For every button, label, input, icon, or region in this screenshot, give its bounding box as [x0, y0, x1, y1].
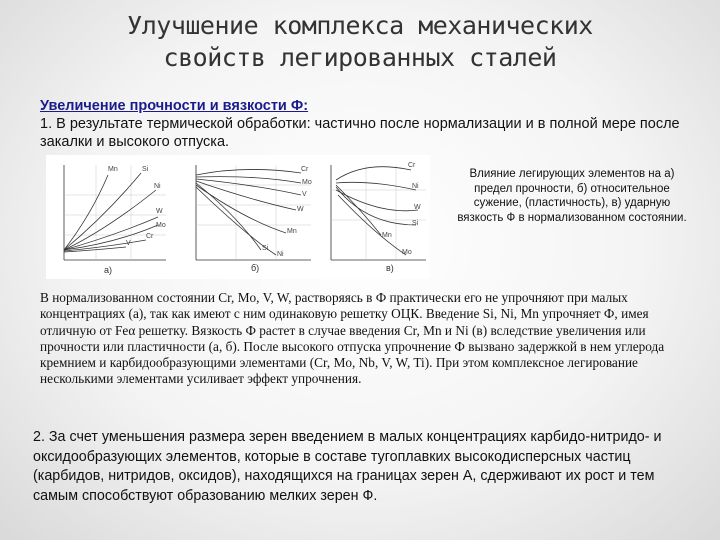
intro-block	[40, 97, 690, 151]
graph-c-letter: в)	[386, 263, 394, 273]
graph-b	[196, 165, 311, 260]
slide-title	[40, 10, 680, 74]
graph-b-label-4: W	[297, 206, 304, 213]
graph-b-label-3: V	[302, 191, 307, 198]
body-paragraph: В нормализованном состоянии Cr, Mo, V, W, растворяясь в Ф практически его не упрочняют при малых концентрациях (а), так как имеют с ним одинаковую решетку ОЦК. Введение Si, Ni, Mn упрочняет Ф, имея отличную от Feα решетку. Вязкость Ф растет в случае введения Cr, Mn и Ni (в) вследствие увеличения или прочности или пластичности (а, б). После высокого отпуска упрочнение Ф вызвано задержкой в нем углерода кремнием и карбидообразующими элементами (Cr, Mo, Nb, V, W, Ti). При этом комплексное легирование несколькими элементами усиливает эффект упрочнения.	[40, 290, 665, 387]
graph-b-label-1: Cr	[301, 166, 309, 173]
graph-c	[331, 165, 426, 260]
graph-b-label-2: Mo	[302, 179, 312, 186]
graph-c-label-5: W	[414, 204, 421, 211]
graph-c-label-1: Cr	[408, 162, 416, 169]
graph-a-label-4: W	[156, 208, 163, 215]
graph-a-label-6: Cr	[146, 233, 154, 240]
graph-a	[64, 165, 166, 260]
graph-a-label-2: Si	[142, 166, 149, 173]
figure-caption: Влияние легирующих элементов на а) предел прочности, б) относительное сужение, (пластичность), в) ударную вязкость Ф в нормализованном состоянии.	[457, 168, 687, 224]
point-1-text: 1. В результате термической обработки: частично после нормализации и в полной мере после закалки и высокого отпуска.	[40, 116, 680, 150]
alloying-effect-figures	[46, 155, 430, 279]
title-line-2: свойств легированных сталей	[163, 43, 557, 72]
point-2-text: 2. За счет уменьшения размера зерен введением в малых концентрациях карбидо-нитридо- и оксидообразующих элементов, которые в составе тугоплавких высокодисперсных частиц (карбидов, нитридов, оксидов), находящихся на границах зерен А, сдерживают их рост и тем самым способствуют образованию мелких зерен Ф.	[33, 429, 662, 504]
graph-c-label-4: Si	[412, 220, 419, 227]
graph-b-label-6: Mn	[287, 228, 297, 235]
graph-a-label-3: Ni	[154, 183, 161, 190]
graph-b-label-5: Si	[262, 245, 269, 252]
graph-c-label-3: Mn	[382, 232, 392, 239]
graph-c-label-2: Ni	[412, 183, 419, 190]
graph-a-label-7: V	[126, 240, 131, 247]
section-heading: Увеличение прочности и вязкости Ф:	[40, 98, 309, 114]
graph-c-label-6: Mo	[402, 249, 412, 256]
graph-a-label-1: Mn	[108, 166, 118, 173]
graph-b-label-7: Ni	[277, 251, 284, 258]
graph-a-letter: а)	[104, 265, 113, 275]
title-line-1: Улучшение комплекса механических	[127, 11, 593, 40]
graph-a-label-5: Mo	[156, 222, 166, 229]
graph-b-letter: б)	[251, 263, 260, 273]
figure-graphs	[46, 155, 430, 279]
